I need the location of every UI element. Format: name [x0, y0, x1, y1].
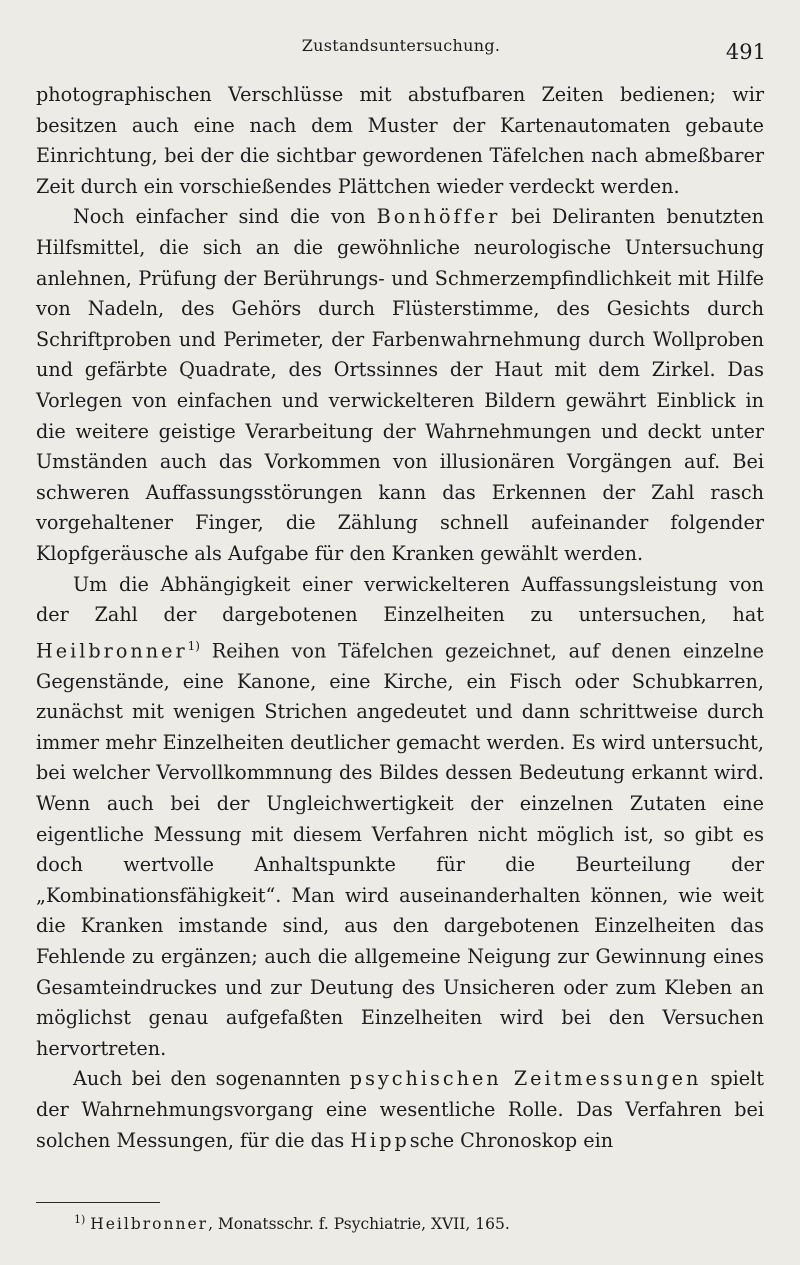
footnote [74, 1208, 764, 1236]
paragraph-2-text-a: Noch einfacher sind die von [73, 205, 377, 229]
page-number: 491 [725, 40, 766, 64]
paragraph-4 [36, 1064, 764, 1156]
footnote-rule [36, 1202, 160, 1203]
term-psychische-zeitmessungen: psychischen Zeitmessungen [349, 1067, 702, 1091]
author-name-hipp: Hipp [350, 1128, 410, 1152]
paragraph-1-text: photographischen Verschlüsse mit abstufbaren Zeiten bedienen; wir besitzen auch eine nach dem Muster der Kartenautomaten gebaute Einrichtung, bei der die sichtbar gewordenen Täfelchen nach abmeßbarer Zeit durch ein vorschießendes Plättchen wieder verdeckt werden. [36, 83, 764, 198]
paragraph-4-text-b: spielt der Wahrnehmungsvorgang eine wesentliche Rolle. Das Verfahren bei solchen Messungen, für die das [36, 1067, 764, 1152]
footnote-citation: , Monatsschr. f. Psychiatrie, XVII, 165. [208, 1215, 510, 1234]
footnote-reference: 1) [187, 638, 200, 653]
footnote-marker: 1) [74, 1213, 86, 1226]
author-name-heilbronner: Heilbronner [36, 639, 188, 663]
paragraph-3-text-a: Um die Abhängigkeit einer verwickelteren Auffassungsleistung von der Zahl der dargebotenen Einzelheiten zu untersuchen, hat [36, 572, 764, 627]
paragraph-1 [36, 80, 764, 202]
body-text [36, 80, 764, 1156]
paragraph-3-text-b: Reihen von Täfelchen gezeichnet, auf denen einzelne Gegenstände, eine Kanone, eine Kirche, ein Fisch oder Schubkarren, zunächst mit wenigen Strichen angedeutet und dann schrittweise durch immer mehr Einzelheiten deutlicher gemacht werden. Es wird untersucht, bei welcher Vervollkommnung des Bildes dessen Bedeutung erkannt wird. Wenn auch bei der Ungleichwertigkeit der einzelnen Zutaten eine eigentliche Messung mit diesem Verfahren nicht möglich ist, so gibt es doch wertvolle Anhaltspunkte für die Beurteilung der „Kombinationsfähigkeit“. Man wird auseinanderhalten können, wie weit die Kranken imstande sind, aus den dargebotenen Einzelheiten das Fehlende zu ergänzen; auch die allgemeine Neigung zur Gewinnung eines Gesamteindruckes und zur Deutung des Unsicheren oder zum Kleben an möglichst genau aufgefaßten Einzelheiten wird bei den Versuchen hervortreten. [36, 639, 764, 1060]
running-title: Zustandsuntersuchung. [301, 36, 501, 55]
paragraph-4-text-c: sche Chronoskop ein [409, 1128, 614, 1152]
paragraph-3 [36, 570, 764, 1065]
page-header [36, 36, 766, 66]
author-name-bonhoeffer: Bonhöffer [376, 205, 501, 229]
footnote-author: Heilbronner [90, 1215, 209, 1234]
paragraph-2-text-b: bei Deliranten benutzten Hilfsmittel, die sich an die gewöhnliche neurologische Untersuchung anlehnen, Prüfung der Berührungs- und Schmerzempfindlichkeit mit Hilfe von Nadeln, des Gehörs durch Flüsterstimme, des Gesichts durch Schriftproben und Perimeter, der Farbenwahrnehmung durch Wollproben und gefärbte Quadrate, des Ortssinnes der Haut mit dem Zirkel. Das Vorlegen von einfachen und verwickelteren Bildern gewährt Einblick in die weitere geistige Verarbeitung der Wahrnehmungen und deckt unter Umständen auch das Vorkommen von illusionären Vorgängen auf. Bei schweren Auffassungsstörungen kann das Erkennen der Zahl rasch vorgehaltener Finger, die Zählung schnell aufeinander folgender Klopfgeräusche als Aufgabe für den Kranken gewählt werden. [36, 205, 765, 565]
paragraph-4-text-a: Auch bei den sogenannten [73, 1067, 350, 1091]
paragraph-2 [36, 202, 764, 569]
